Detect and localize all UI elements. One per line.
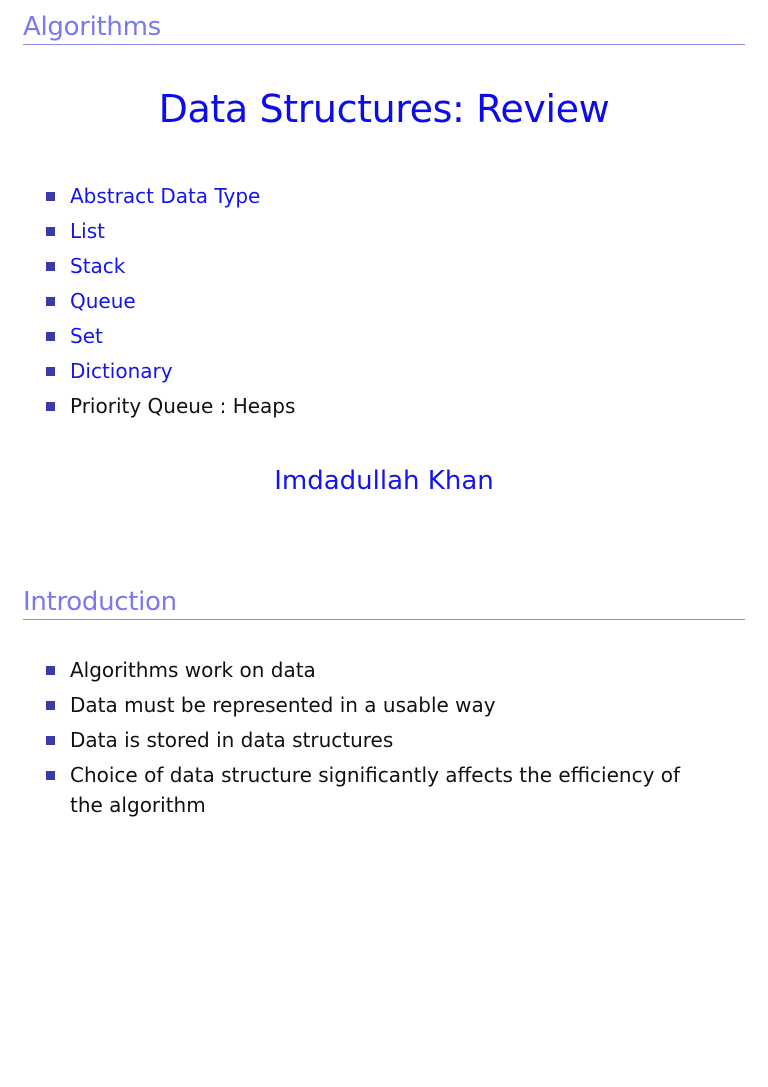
square-bullet-icon [46,332,55,341]
toc-link[interactable]: Abstract Data Type [70,184,261,208]
intro-bullet-list [46,655,708,825]
list-item [46,690,708,720]
table-of-contents [46,181,708,426]
square-bullet-icon [46,227,55,236]
square-bullet-icon [46,297,55,306]
toc-item-abstract-data-type[interactable] [46,181,708,211]
title-divider [23,44,745,45]
square-bullet-icon [46,262,55,271]
author-name: Imdadullah Khan [274,466,494,496]
square-bullet-icon [46,192,55,201]
toc-text: Priority Queue : Heaps [70,394,296,418]
list-item-text: Data must be represented in a usable way [70,693,496,717]
toc-item-stack[interactable] [46,251,708,281]
square-bullet-icon [46,666,55,675]
square-bullet-icon [46,771,55,780]
toc-item-dictionary[interactable] [46,356,708,386]
square-bullet-icon [46,367,55,376]
toc-item-queue[interactable] [46,286,708,316]
toc-link[interactable]: Dictionary [70,359,173,383]
square-bullet-icon [46,402,55,411]
list-item-text: Algorithms work on data [70,658,316,682]
frame-title: Algorithms [23,12,161,42]
list-item [46,725,708,755]
toc-item-priority-queue [46,391,708,421]
toc-link[interactable]: Stack [70,254,126,278]
toc-link[interactable]: List [70,219,105,243]
toc-link[interactable]: Queue [70,289,136,313]
toc-link[interactable]: Set [70,324,103,348]
title-slide [0,0,768,512]
list-item [46,655,708,685]
toc-item-list[interactable] [46,216,708,246]
introduction-slide [0,575,768,1087]
frame-title: Introduction [23,587,177,617]
square-bullet-icon [46,701,55,710]
title-divider [23,619,745,620]
list-item-text: Data is stored in data structures [70,728,394,752]
list-item [46,760,708,820]
toc-item-set[interactable] [46,321,708,351]
presentation-title: Data Structures: Review [158,87,610,131]
square-bullet-icon [46,736,55,745]
list-item-text: Choice of data structure significantly affects the efficiency of the algorithm [70,763,681,817]
